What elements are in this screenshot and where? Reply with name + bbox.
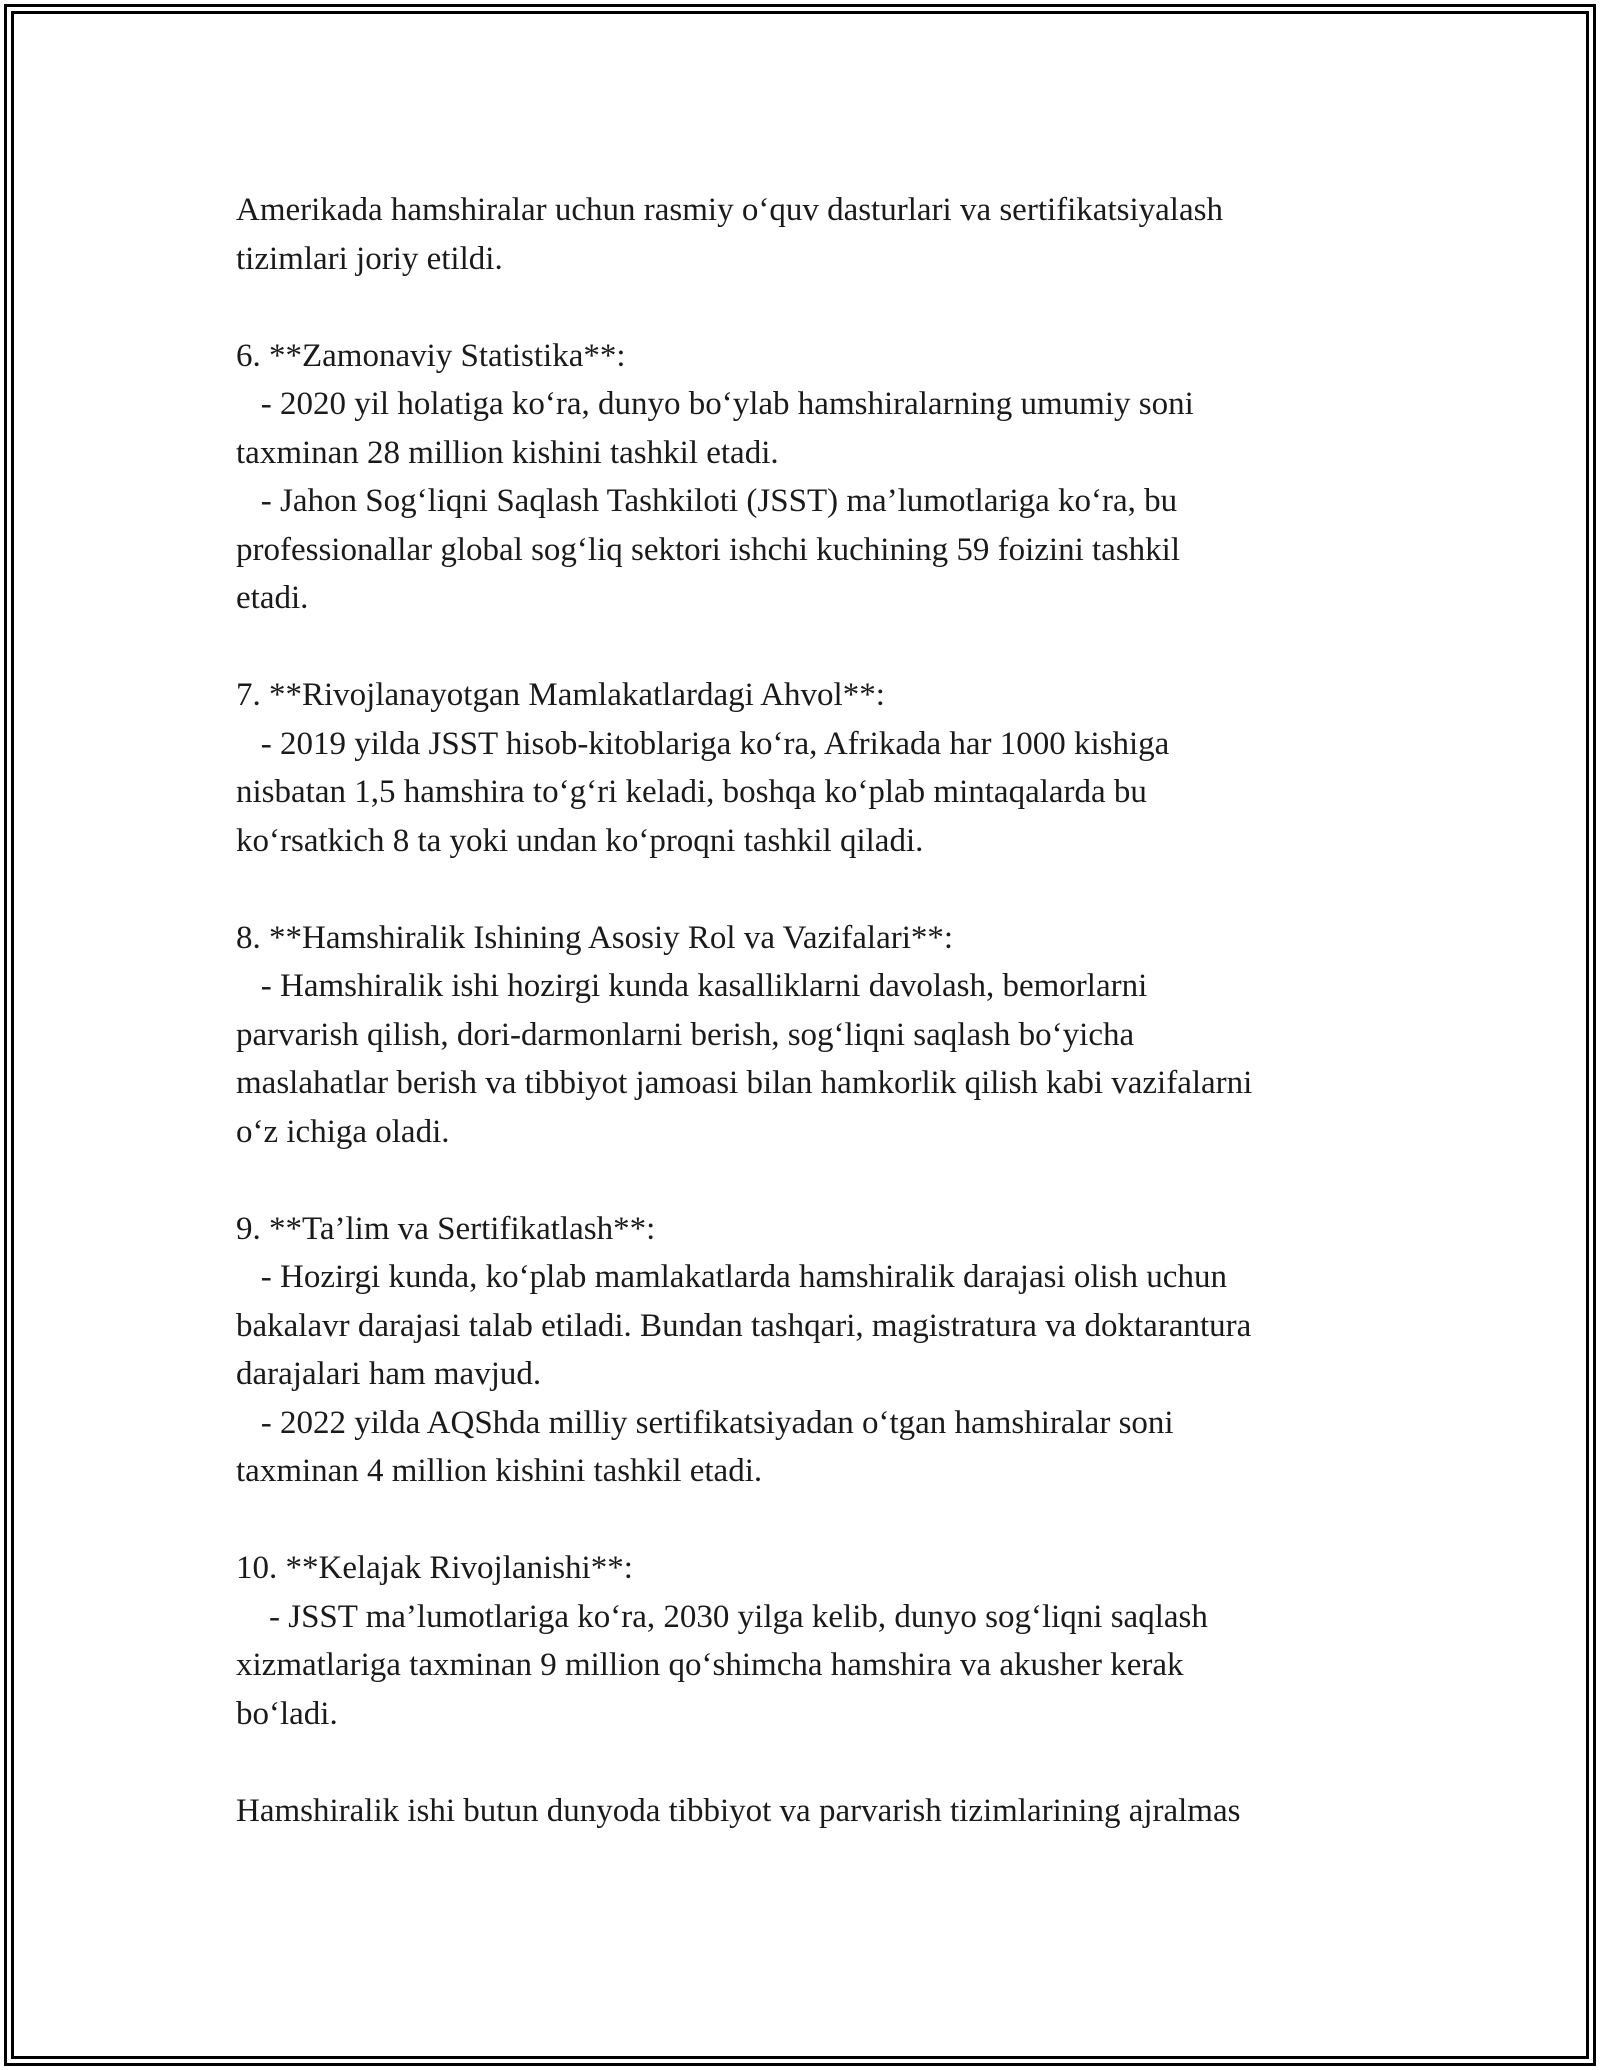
text-line: Hamshiralik ishi butun dunyoda tibbiyot va parvarish tizimlarining ajralmas xyxy=(236,1792,1241,1829)
text-line: Amerikada hamshiralar uchun rasmiy o‘quv dasturlari va sertifikatsiyalash xyxy=(236,192,1223,228)
text-line: - JSST ma’lumotlariga ko‘ra, 2030 yilga kelib, dunyo sog‘liqni saqlash xyxy=(236,1598,1208,1635)
text-line: - 2020 yil holatiga ko‘ra, dunyo bo‘ylab hamshiralarning umumiy soni xyxy=(236,386,1194,422)
text-line: - Hamshiralik ishi hozirgi kunda kasalliklarni davolash, bemorlarni xyxy=(236,968,1148,1004)
text-line: - 2019 yilda JSST hisob-kitoblariga ko‘ra, Afrikada har 1000 kishiga xyxy=(236,725,1170,762)
text-line: 9. **Ta’lim va Sertifikatlash**: xyxy=(236,1210,656,1247)
text-line: bakalavr darajasi talab etiladi. Bundan tashqari, magistratura va doktarantura xyxy=(236,1307,1252,1344)
blank-line xyxy=(236,1496,1396,1545)
text-line: bo‘ladi. xyxy=(236,1695,338,1732)
text-line: taxminan 28 million kishini tashkil etadi. xyxy=(236,434,779,471)
text-line: etadi. xyxy=(236,580,309,616)
text-line: 7. **Rivojlanayotgan Mamlakatlardagi Ahvol**: xyxy=(236,677,885,713)
blank-line xyxy=(236,865,1396,914)
text-line: 10. **Kelajak Rivojlanishi**: xyxy=(236,1550,633,1586)
blank-line xyxy=(236,1738,1396,1787)
blank-line xyxy=(236,1156,1396,1205)
text-line: professionallar global sog‘liq sektori ishchi kuchining 59 foizini tashkil xyxy=(236,531,1181,568)
text-line: 6. **Zamonaviy Statistika**: xyxy=(236,337,626,374)
text-line: parvarish qilish, dori-darmonlarni berish, sog‘liqni saqlash bo‘yicha xyxy=(236,1016,1135,1053)
text-line: - Jahon Sog‘liqni Saqlash Tashkiloti (JSST) ma’lumotlariga ko‘ra, bu xyxy=(236,483,1178,519)
text-line: - 2022 yilda AQShda milliy sertifikatsiyadan o‘tgan hamshiralar soni xyxy=(236,1404,1174,1441)
text-line: o‘z ichiga oladi. xyxy=(236,1113,450,1150)
blank-line xyxy=(236,283,1396,332)
document-body xyxy=(236,186,1396,1835)
text-line: nisbatan 1,5 hamshira to‘g‘ri keladi, boshqa ko‘plab mintaqalarda bu xyxy=(236,774,1147,810)
text-line: - Hozirgi kunda, ko‘plab mamlakatlarda hamshiralik darajasi olish uchun xyxy=(236,1259,1227,1295)
text-line: 8. **Hamshiralik Ishining Asosiy Rol va Vazifalari**: xyxy=(236,919,954,956)
text-line: ko‘rsatkich 8 ta yoki undan ko‘proqni tashkil qiladi. xyxy=(236,822,924,859)
blank-line xyxy=(236,623,1396,672)
text-line: taxminan 4 million kishini tashkil etadi. xyxy=(236,1453,763,1489)
text-line: maslahatlar berish va tibbiyot jamoasi bilan hamkorlik qilish kabi vazifalarni xyxy=(236,1065,1253,1101)
text-line: darajalari ham mavjud. xyxy=(236,1356,542,1392)
text-line: tizimlari joriy etildi. xyxy=(236,240,503,277)
text-line: xizmatlariga taxminan 9 million qo‘shimcha hamshira va akusher kerak xyxy=(236,1647,1184,1683)
